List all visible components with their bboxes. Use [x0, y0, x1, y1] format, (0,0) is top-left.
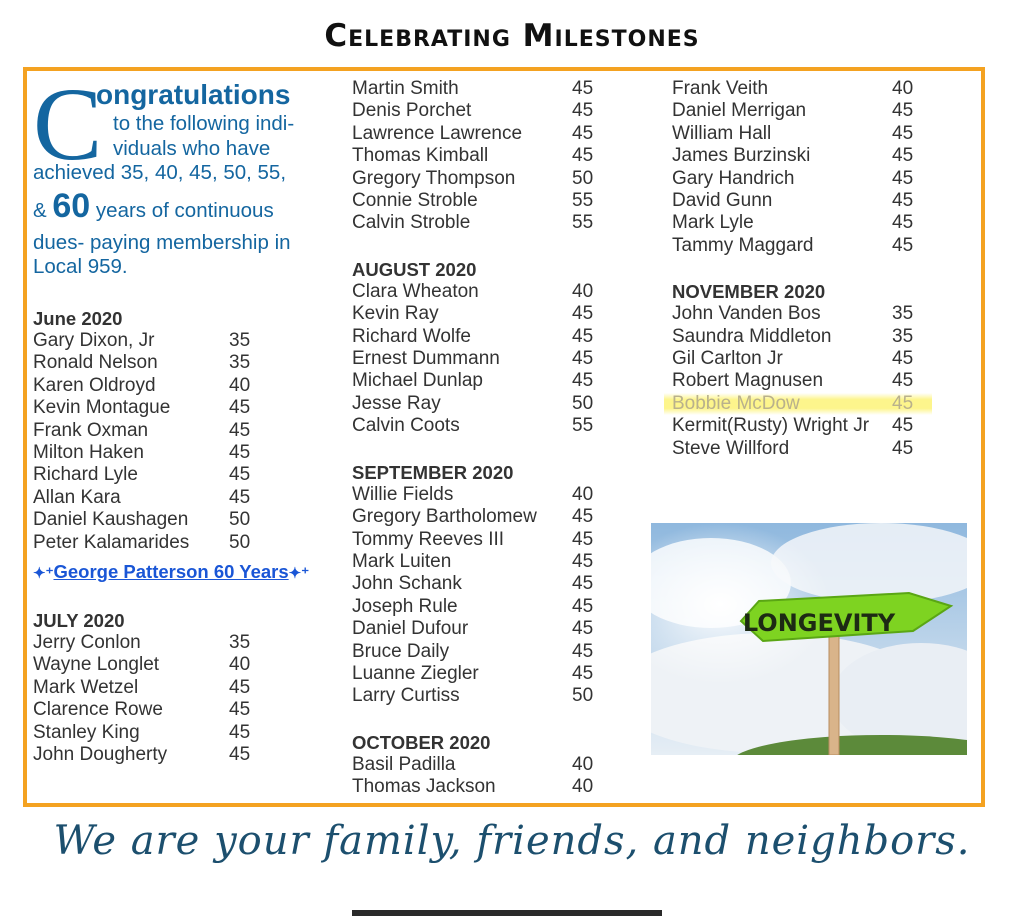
- member-name: Connie Stroble: [352, 190, 478, 212]
- month-heading: JULY 2020: [33, 610, 125, 632]
- member-row: [352, 685, 612, 707]
- bottom-edge-image: [352, 910, 662, 916]
- member-row: [352, 370, 612, 392]
- drop-cap: C: [33, 67, 103, 182]
- sign-text: LONGEVITY: [742, 609, 896, 637]
- member-years: 45: [572, 370, 594, 392]
- member-name: Joseph Rule: [352, 595, 458, 617]
- member-years: 40: [229, 374, 251, 396]
- member-row: [33, 654, 333, 676]
- member-years: 45: [572, 78, 594, 99]
- member-row: [33, 352, 333, 374]
- member-row: [672, 168, 932, 190]
- member-name: Gil Carlton Jr: [672, 348, 783, 370]
- member-years: 40: [229, 654, 251, 676]
- member-row: [672, 78, 932, 100]
- member-years: 35: [892, 303, 914, 325]
- column-1: [33, 67, 333, 791]
- member-years: 45: [229, 676, 251, 698]
- august-section: [352, 259, 612, 438]
- member-name: Gregory Thompson: [352, 167, 516, 189]
- longevity-sign-illustration: [651, 523, 967, 755]
- member-years: 45: [572, 100, 594, 122]
- member-years: 45: [572, 528, 594, 550]
- member-years: 45: [892, 415, 914, 437]
- member-name: Basil Padilla: [352, 753, 456, 775]
- member-row: [352, 663, 612, 685]
- member-row: [672, 326, 932, 348]
- member-row: [33, 532, 333, 554]
- month-heading: NOVEMBER 2020: [672, 281, 826, 303]
- member-years: 45: [892, 437, 914, 459]
- member-years: 40: [572, 483, 594, 505]
- member-years: 45: [572, 640, 594, 662]
- member-row: [33, 699, 333, 721]
- member-name: Michael Dunlap: [352, 370, 483, 392]
- member-name: Frank Oxman: [33, 419, 149, 441]
- member-list: [33, 632, 333, 766]
- member-years: 55: [572, 212, 594, 234]
- november-section: [672, 281, 932, 460]
- intro-line-2: to the following indi-: [113, 112, 295, 135]
- intro-line-4: achieved 35, 40, 45, 50, 55,: [33, 161, 287, 184]
- member-years: 45: [892, 348, 914, 370]
- member-list: [672, 78, 932, 257]
- member-name: John Vanden Bos: [672, 303, 821, 325]
- member-list: [352, 78, 612, 235]
- member-row: [352, 100, 612, 122]
- member-row: [672, 123, 932, 145]
- member-name: Wayne Longlet: [33, 654, 160, 676]
- member-name: Bobbie McDow: [672, 392, 800, 414]
- member-name: Willie Fields: [352, 483, 454, 505]
- member-row: [352, 641, 612, 663]
- member-name: Lawrence Lawrence: [352, 122, 523, 144]
- member-list: [33, 330, 333, 554]
- member-name: Thomas Jackson: [352, 776, 496, 798]
- member-row: [352, 754, 612, 776]
- month-heading: AUGUST 2020: [352, 258, 477, 280]
- congratulations-intro: [33, 67, 333, 308]
- member-years: 45: [892, 370, 914, 392]
- intro-line-6: dues- paying membership in: [33, 230, 291, 254]
- member-name: Larry Curtiss: [352, 685, 460, 707]
- member-row: [352, 168, 612, 190]
- member-years: 45: [229, 419, 251, 441]
- member-row-highlighted: [664, 393, 932, 415]
- member-name: Mark Luiten: [352, 550, 452, 572]
- member-years: 45: [572, 550, 594, 572]
- member-name: Mark Lyle: [672, 212, 754, 234]
- intro-line-5: [33, 186, 333, 231]
- member-years: 40: [892, 78, 914, 99]
- member-row: [352, 123, 612, 145]
- column-2: [352, 78, 612, 823]
- member-years: 45: [572, 303, 594, 325]
- member-years: 35: [892, 325, 914, 347]
- member-row: [672, 415, 932, 437]
- footer-tagline: We are your family, friends, and neighbors.: [53, 818, 971, 864]
- longevity-sign-image: [651, 523, 967, 755]
- member-name: Daniel Dufour: [352, 618, 469, 640]
- member-row: [352, 776, 612, 798]
- october-continued-section: [672, 78, 932, 257]
- member-row: [33, 397, 333, 419]
- member-row: [672, 348, 932, 370]
- member-years: 50: [572, 685, 594, 707]
- member-name: Richard Wolfe: [352, 325, 471, 347]
- member-years: 50: [229, 531, 251, 553]
- member-name: Gary Dixon, Jr: [33, 330, 155, 351]
- member-years: 35: [229, 330, 251, 351]
- member-row: [33, 375, 333, 397]
- member-name: Peter Kalamarides: [33, 531, 190, 553]
- month-heading: OCTOBER 2020: [352, 731, 491, 753]
- member-name: Tommy Reeves III: [352, 528, 505, 550]
- member-name: Bruce Daily: [352, 640, 450, 662]
- member-years: 45: [229, 744, 251, 766]
- member-name: Kevin Montague: [33, 397, 171, 419]
- member-list: [672, 303, 932, 460]
- member-row: [33, 722, 333, 744]
- member-years: 55: [572, 415, 594, 437]
- member-row: [672, 303, 932, 325]
- member-name: Ronald Nelson: [33, 352, 158, 374]
- member-years: 45: [572, 122, 594, 144]
- intro-line-7: Local 959.: [33, 255, 128, 278]
- member-name: Jerry Conlon: [33, 632, 141, 654]
- member-row: [33, 632, 333, 654]
- member-name: David Gunn: [672, 190, 773, 212]
- member-row: [33, 442, 333, 464]
- member-years: 45: [572, 595, 594, 617]
- member-row: [352, 573, 612, 595]
- member-name: Steve Willford: [672, 437, 790, 459]
- member-name: Mark Wetzel: [33, 676, 139, 698]
- member-name: Kevin Ray: [352, 303, 439, 325]
- member-years: 45: [892, 212, 914, 234]
- member-row: [672, 145, 932, 167]
- member-row: [33, 677, 333, 699]
- member-name: James Burzinski: [672, 145, 811, 167]
- column-3: [672, 78, 932, 484]
- intro-sixty: 60: [52, 186, 91, 225]
- intro-years-text: years of continuous: [95, 198, 274, 222]
- member-name: Clarence Rowe: [33, 699, 163, 721]
- member-row: [352, 506, 612, 528]
- member-row: [352, 326, 612, 348]
- member-name: John Dougherty: [33, 744, 168, 766]
- member-years: 50: [572, 392, 594, 414]
- member-row: [352, 145, 612, 167]
- member-years: 45: [572, 506, 594, 528]
- member-name: Gary Handrich: [672, 167, 795, 189]
- member-name: Tammy Maggard: [672, 234, 814, 256]
- june-section: [33, 308, 333, 554]
- special-honoree: [33, 560, 333, 586]
- member-row: [352, 596, 612, 618]
- member-years: 45: [892, 167, 914, 189]
- member-years: 45: [572, 145, 594, 167]
- member-row: [352, 281, 612, 303]
- member-name: Clara Wheaton: [352, 280, 479, 302]
- member-list: [352, 281, 612, 438]
- member-row: [33, 420, 333, 442]
- member-name: Calvin Coots: [352, 415, 460, 437]
- member-name: Allan Kara: [33, 486, 121, 508]
- intro-ampersand: &: [33, 198, 47, 222]
- member-row: [352, 303, 612, 325]
- member-years: 45: [572, 618, 594, 640]
- member-name: Richard Lyle: [33, 464, 138, 486]
- member-years: 40: [572, 776, 594, 798]
- member-name: Ernest Dummann: [352, 348, 500, 370]
- member-years: 35: [229, 352, 251, 374]
- member-name: Robert Magnusen: [672, 370, 824, 392]
- member-name: Luanne Ziegler: [352, 662, 479, 684]
- member-row: [672, 190, 932, 212]
- intro-line-3: viduals who have: [113, 136, 271, 160]
- member-name: Kermit(Rusty) Wright Jr: [672, 415, 870, 437]
- member-years: 45: [229, 721, 251, 743]
- member-list: [352, 484, 612, 708]
- george-patterson-link[interactable]: George Patterson 60 Years: [53, 561, 289, 583]
- member-years: 55: [572, 190, 594, 212]
- month-heading: June 2020: [33, 308, 123, 329]
- member-row: [672, 235, 932, 257]
- member-name: Daniel Kaushagen: [33, 509, 189, 531]
- member-years: 45: [572, 662, 594, 684]
- member-row: [672, 100, 932, 122]
- member-years: 40: [572, 280, 594, 302]
- member-years: 45: [892, 122, 914, 144]
- member-row: [33, 744, 333, 766]
- july-continued-section: [352, 78, 612, 235]
- member-row: [672, 212, 932, 234]
- member-name: Thomas Kimball: [352, 145, 489, 167]
- member-row: [352, 212, 612, 234]
- member-row: [352, 415, 612, 437]
- member-years: 50: [572, 167, 594, 189]
- member-years: 45: [229, 464, 251, 486]
- member-name: Stanley King: [33, 721, 140, 743]
- member-years: 45: [229, 442, 251, 464]
- member-row: [672, 438, 932, 460]
- member-row: [33, 464, 333, 486]
- member-years: 35: [229, 632, 251, 654]
- member-row: [352, 529, 612, 551]
- member-row: [352, 78, 612, 100]
- september-section: [352, 462, 612, 708]
- member-name: Calvin Stroble: [352, 212, 471, 234]
- member-row: [352, 190, 612, 212]
- member-row: [352, 348, 612, 370]
- member-row: [352, 551, 612, 573]
- member-years: 50: [229, 509, 251, 531]
- member-years: 45: [892, 190, 914, 212]
- member-row: [33, 509, 333, 531]
- member-name: Frank Veith: [672, 78, 769, 99]
- member-name: Denis Porchet: [352, 100, 472, 122]
- member-years: 45: [572, 573, 594, 595]
- member-row: [352, 484, 612, 506]
- july-section: [33, 610, 333, 766]
- member-years: 45: [892, 234, 914, 256]
- member-years: 45: [229, 397, 251, 419]
- member-row: [672, 370, 932, 392]
- member-years: 45: [229, 486, 251, 508]
- member-name: John Schank: [352, 573, 462, 595]
- page-title: Celebrating Milestones: [324, 18, 700, 54]
- member-name: Daniel Merrigan: [672, 100, 807, 122]
- member-name: Gregory Bartholomew: [352, 506, 537, 528]
- member-row: [33, 487, 333, 509]
- member-years: 45: [892, 145, 914, 167]
- member-name: William Hall: [672, 122, 772, 144]
- member-name: Saundra Middleton: [672, 325, 832, 347]
- member-row: [352, 393, 612, 415]
- member-row: [33, 330, 333, 352]
- member-name: Jesse Ray: [352, 392, 441, 414]
- month-heading: SEPTEMBER 2020: [352, 461, 514, 483]
- sparkle-icon: ✦⁺: [288, 565, 310, 583]
- member-list: [352, 754, 612, 799]
- member-name: Martin Smith: [352, 78, 459, 99]
- intro-line-1: ongratulations: [96, 79, 291, 110]
- member-years: 40: [572, 753, 594, 775]
- member-years: 45: [892, 100, 914, 122]
- member-name: Milton Haken: [33, 442, 144, 464]
- member-name: Karen Oldroyd: [33, 374, 156, 396]
- sparkle-icon: ✦⁺: [33, 565, 54, 583]
- member-years: 45: [892, 392, 914, 414]
- member-years: 45: [572, 325, 594, 347]
- member-years: 45: [572, 348, 594, 370]
- member-row: [352, 618, 612, 640]
- member-years: 45: [229, 699, 251, 721]
- october-section: [352, 732, 612, 799]
